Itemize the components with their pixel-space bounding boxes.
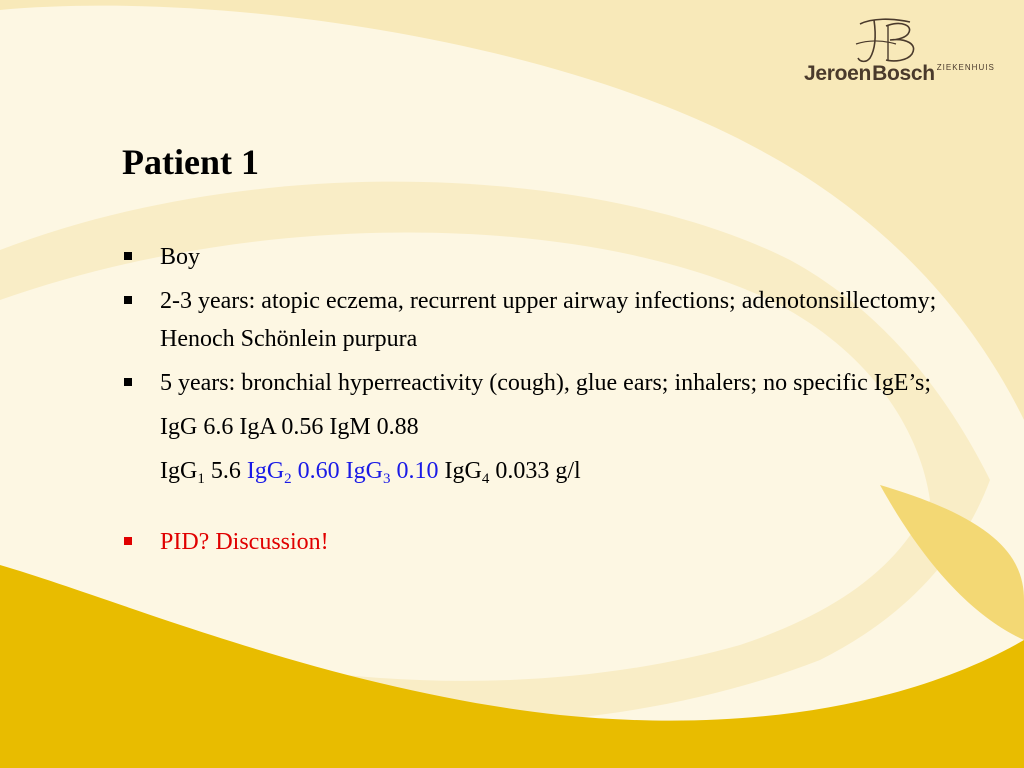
igg2-subscript: 2 (284, 471, 292, 487)
question-text: PID? Discussion! (160, 529, 329, 555)
igg1-value: 5.6 (204, 458, 247, 484)
bullet-text: 2-3 years: atopic eczema, recurrent upper airway infections; adenotonsillectomy; Henoch Schönlein purpura (160, 288, 937, 352)
logo-word-ziekenhuis: ZIEKENHUIS (936, 63, 995, 72)
jb-monogram-icon (852, 14, 924, 66)
igg2-group (246, 458, 439, 487)
igg3-subscript: 3 (382, 471, 391, 487)
igg2-value: 0.60 (291, 458, 346, 484)
spacer (124, 490, 974, 523)
lab-values-line: IgG 6.6 IgA 0.56 IgM 0.88 (160, 414, 419, 440)
bullet-text: Boy (160, 244, 201, 270)
hospital-logo (800, 14, 1010, 94)
igg2-label: IgG (246, 458, 285, 484)
slide-title: Patient 1 (122, 142, 259, 182)
igg4-subscript: 4 (481, 471, 490, 487)
logo-word-jeroen: Jeroen (804, 62, 872, 85)
bullet-text: 5 years: bronchial hyperreactivity (cough), glue ears; inhalers; no specific IgE’s; (160, 370, 932, 396)
igg3-value: 0.10 (390, 458, 439, 484)
igg4-value: 0.033 g/l (489, 458, 581, 484)
bullet-item-question (124, 523, 974, 561)
slide-body (124, 238, 974, 567)
square-bullet-icon (124, 252, 132, 260)
igg1-label: IgG (160, 458, 198, 484)
square-bullet-icon (124, 296, 132, 304)
bullet-item (124, 282, 974, 358)
igg4-label: IgG (438, 458, 482, 484)
logo-wordmark (804, 62, 995, 86)
square-bullet-icon (124, 378, 132, 386)
bullet-item (124, 238, 974, 276)
igg-subclass-line (124, 452, 974, 490)
square-bullet-icon (124, 537, 132, 545)
igg1-subscript: 1 (197, 471, 205, 487)
logo-word-bosch: Bosch (872, 62, 935, 85)
bullet-item (124, 364, 974, 402)
igg3-label: IgG (345, 458, 383, 484)
